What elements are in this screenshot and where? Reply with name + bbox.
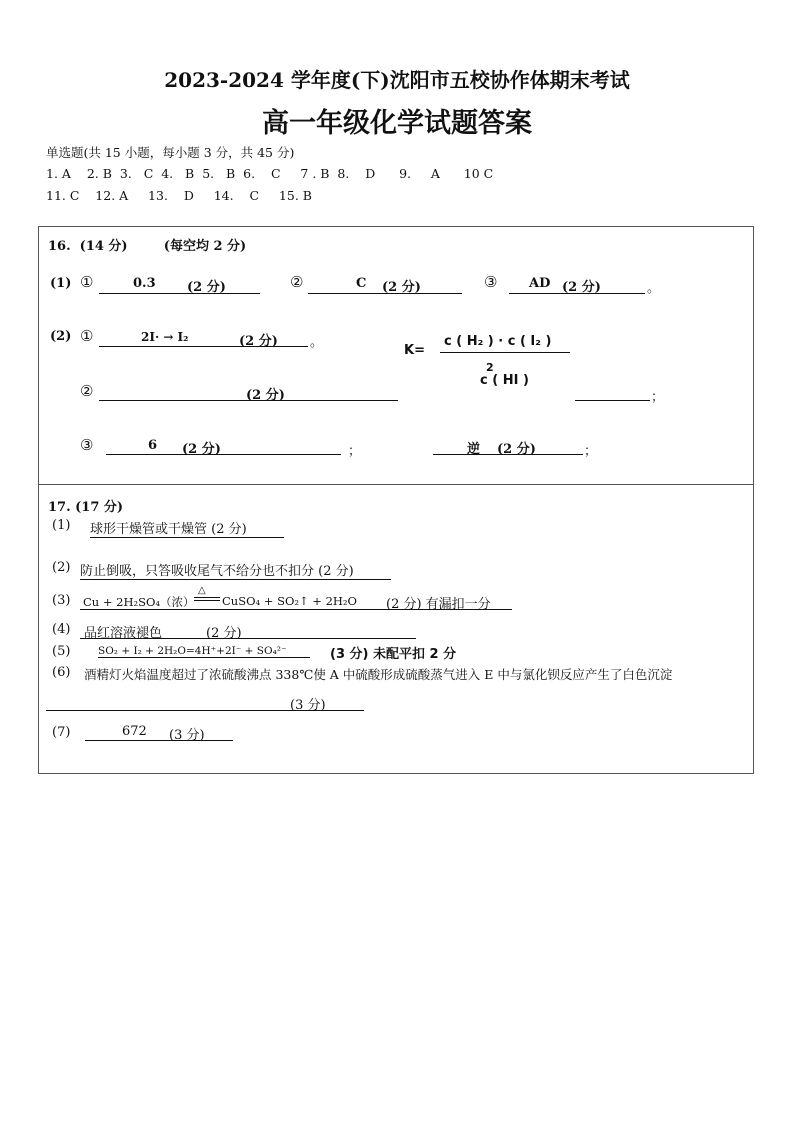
q17-5-label: (5)	[52, 644, 71, 659]
q17-5-score: (3 分) 未配平扣 2 分	[330, 647, 457, 662]
q17-6-label: (6)	[52, 665, 71, 680]
q17-3-eq-sign-bottom	[194, 600, 220, 601]
q16-1-answer-3: AD	[529, 276, 551, 291]
q17-3-answer-line	[80, 585, 512, 612]
q16-2-answer-2b-line	[575, 384, 650, 401]
q16-1-answer-2: C	[356, 276, 367, 291]
q17-4-answer-line	[80, 622, 416, 639]
q16-1-answer-3-line	[509, 276, 645, 294]
q16-2-score-3: (2 分)	[182, 442, 221, 457]
q16-2-score-2: (2 分)	[246, 388, 285, 403]
q17-3-eq-left: Cu + 2H₂SO₄（浓）	[83, 595, 195, 609]
q17-6-answer-line	[46, 694, 364, 711]
q17-2-label: (2)	[52, 560, 71, 575]
q16-1-num-2: ②	[290, 273, 304, 291]
mc-row-1: 1. A 2. B 3. C 4. B 5. B 6. C 7 . B 8. D 9. A 10 C	[46, 166, 494, 181]
q16-2-end-2: ；	[651, 390, 665, 405]
q16-1-score-2: (2 分)	[382, 280, 421, 295]
q17-3-eq-sign-top	[194, 597, 220, 598]
q16-1-answer-1-line	[99, 276, 260, 294]
q16-2-end-4: ；	[584, 444, 598, 459]
k-exponent: 2	[486, 361, 494, 374]
q17-6-answer: 酒精灯火焰温度超过了浓硫酸沸点 338℃使 A 中硫酸形成硫酸蒸气进入 E 中与氯化钡反应产生了白色沉淀	[84, 667, 673, 682]
q16-2-answer-4-line	[433, 438, 583, 455]
q16-2-end-1: 。	[310, 335, 324, 350]
q17-4-label: (4)	[52, 622, 71, 637]
mc-row-2: 11. C 12. A 13. D 14. C 15. B	[46, 188, 312, 203]
q16-part2-label: (2)	[50, 329, 72, 344]
q16-1-num-3: ③	[484, 273, 498, 291]
q17-1-label: (1)	[52, 518, 71, 533]
exam-title: 2023-2024 学年度(下)沈阳市五校协作体期末考试	[164, 68, 630, 92]
q17-heading: 17. (17 分)	[48, 500, 124, 515]
q16-2-answer-4: 逆	[467, 442, 481, 457]
k-fraction-bar	[440, 352, 570, 353]
q17-7-answer-line	[85, 724, 233, 741]
q17-2-answer: 防止倒吸，只答吸收尾气不给分也不扣分 (2 分)	[80, 560, 391, 580]
q16-1-num-1: ①	[80, 273, 94, 291]
q17-4-score: (2 分)	[206, 626, 242, 641]
q16-2-answer-3: 6	[148, 438, 158, 453]
k-numerator: c ( H₂ ) · c ( I₂ )	[444, 334, 552, 349]
q17-3-eq-right: CuSO₄ + SO₂↑ + 2H₂O	[222, 594, 357, 608]
q17-5-equation: SO₂ + I₂ + 2H₂O=4H⁺+2I⁻ + SO₄²⁻	[98, 645, 310, 658]
q16-2-answer-3-line	[106, 438, 341, 455]
mc-heading: 单选题(共 15 小题，每小题 3 分，共 45 分)	[46, 145, 295, 160]
q16-2-num-2: ②	[80, 382, 94, 400]
q16-heading: 16. (14 分) (每空均 2 分)	[48, 239, 247, 254]
q16-2-answer-1: 2I· → I₂	[141, 330, 189, 344]
q17-6-score: (3 分)	[290, 698, 326, 713]
q16-1-score-1: (2 分)	[187, 280, 226, 295]
q17-7-score: (3 分)	[169, 728, 205, 743]
q17-1-answer: 球形干燥管或干燥管 (2 分)	[90, 518, 284, 538]
q16-2-num-1: ①	[80, 327, 94, 345]
q16-2-num-3: ③	[80, 436, 94, 454]
q16-2-answer-2-line	[99, 384, 398, 401]
q17-7-answer: 672	[122, 724, 147, 739]
q16-1-answer-1: 0.3	[133, 276, 156, 291]
q17-3-eq-heat-condition: △	[198, 585, 206, 596]
answer-title: 高一年级化学试题答案	[262, 108, 532, 139]
q16-1-score-3: (2 分)	[562, 280, 601, 295]
k-label: K=	[404, 343, 425, 358]
q16-part1-label: (1)	[50, 276, 72, 291]
k-denominator: c ( HI )	[480, 373, 529, 388]
q16-2-sep-3: ；	[348, 444, 362, 459]
q17-7-label: (7)	[52, 725, 71, 740]
q16-2-score-1: (2 分)	[239, 334, 278, 349]
q16-1-answer-2-line	[308, 276, 462, 294]
q16-1-end: 。	[647, 281, 661, 296]
q16-2-answer-1-line	[99, 330, 308, 347]
q17-3-score: (2 分) 有漏扣一分	[386, 597, 491, 612]
q16-2-score-4: (2 分)	[497, 442, 536, 457]
q17-4-answer: 品红溶液褪色	[84, 626, 163, 641]
q17-3-label: (3)	[52, 593, 71, 608]
